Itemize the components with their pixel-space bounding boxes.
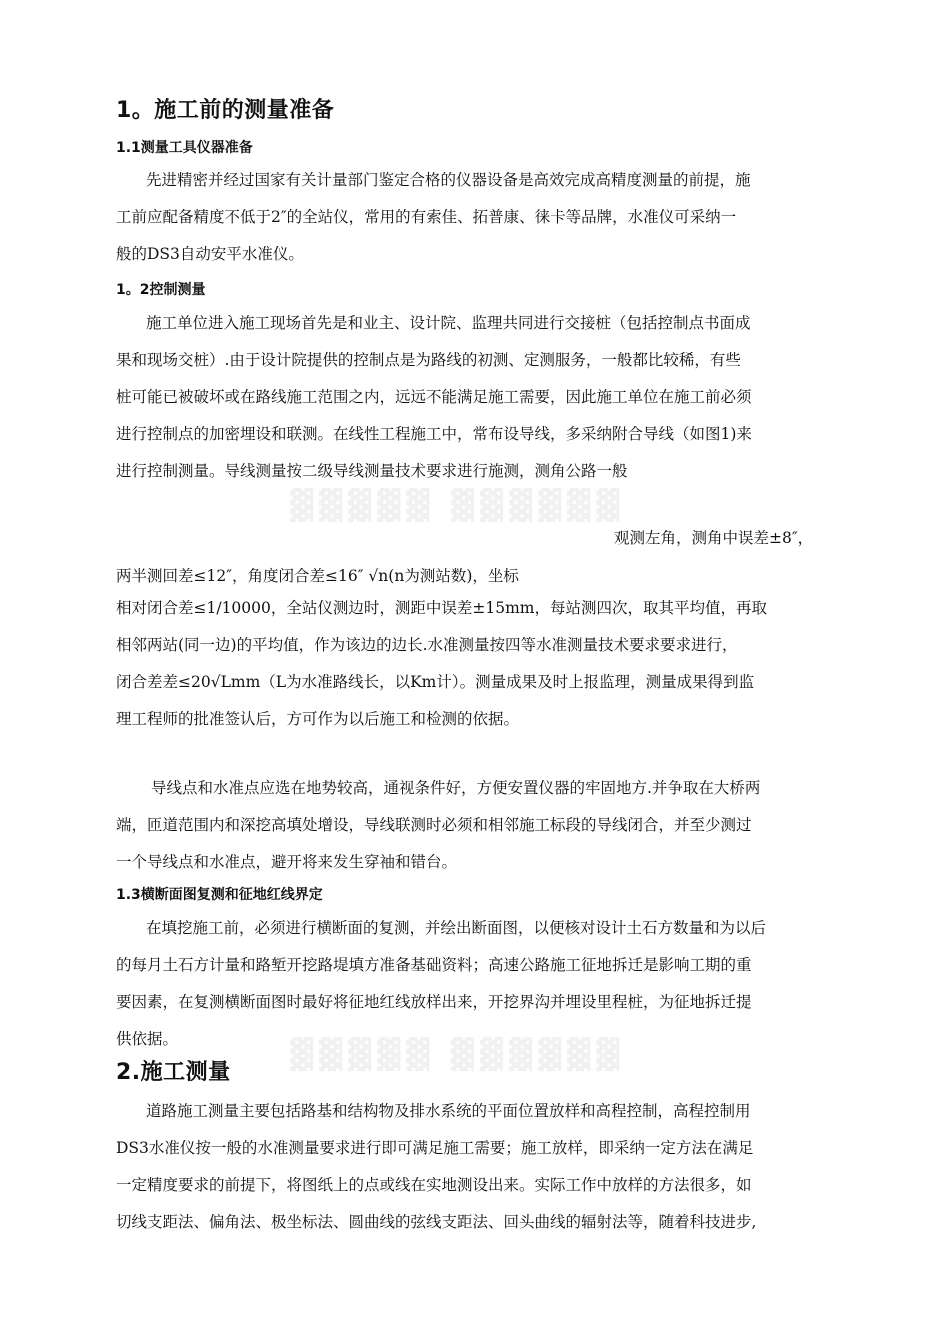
subsection-heading: 1.3横断面图复测和征地红线界定 (116, 887, 323, 903)
paragraph-line: 的每月土石方计量和路堑开挖路堤填方准备基础资料；高速公路施工征地拆迁是影响工期的重 (116, 956, 752, 974)
paragraph-line: 相对闭合差≤1/10000，全站仪测边时，测距中误差±15mm，每站测四次，取其平均值，再取 (116, 599, 767, 617)
subsection-heading: 1。2控制测量 (116, 282, 206, 298)
paragraph-line: DS3水准仪按一般的水准测量要求进行即可满足施工需要；施工放样，即采纳一定方法在满足 (116, 1139, 754, 1157)
watermark-faint: ▓▓▓▓▓ ▓▓▓▓▓▓ (290, 488, 626, 523)
paragraph-line: 果和现场交桩）.由于设计院提供的控制点是为路线的初测、定测服务，一般都比较稀，有些 (116, 351, 741, 369)
paragraph-line: 导线点和水准点应选在地势较高，通视条件好，方便安置仪器的牢固地方.并争取在大桥两 (151, 779, 761, 797)
paragraph-line: 两半测回差≤12″，角度闭合差≤16″ √n(n为测站数)，坐标 (116, 567, 519, 585)
paragraph-line: 一定精度要求的前提下，将图纸上的点或线在实地测设出来。实际工作中放样的方法很多，如 (116, 1176, 752, 1194)
paragraph-line: 施工单位进入施工现场首先是和业主、设计院、监理共同进行交接桩（包括控制点书面成 (146, 314, 751, 332)
paragraph-line: 理工程师的批准签认后，方可作为以后施工和检测的依据。 (116, 710, 520, 728)
paragraph-line: 相邻两站(同一边)的平均值，作为该边的边长.水准测量按四等水准测量技术要求要求进行， (116, 636, 738, 654)
paragraph-line: 道路施工测量主要包括路基和结构物及排水系统的平面位置放样和高程控制，高程控制用 (146, 1102, 751, 1120)
paragraph-line: 供依据。 (116, 1030, 179, 1048)
subsection-heading: 1.1测量工具仪器准备 (116, 140, 253, 156)
section-heading: 1。施工前的测量准备 (116, 98, 335, 123)
paragraph-line: 闭合差差≤20√Lmm（L为水准路线长，以Km计）。测量成果及时上报监理，测量成果得到监 (116, 673, 755, 691)
paragraph-line: 观测左角，测角中误差±8″， (614, 529, 814, 547)
watermark-faint: ▓▓▓▓▓ ▓▓▓▓▓▓ (290, 1037, 626, 1072)
paragraph-line: 端，匝道范围内和深挖高填处增设，导线联测时必须和相邻施工标段的导线闭合，并至少测过 (116, 816, 752, 834)
paragraph-line: 在填挖施工前，必须进行横断面的复测，并绘出断面图，以便核对设计土石方数量和为以后 (146, 919, 767, 937)
paragraph-line: 般的DS3自动安平水准仪。 (116, 245, 304, 263)
paragraph-line: 进行控制测量。导线测量按二级导线测量技术要求进行施测，测角公路一般 (116, 462, 628, 480)
section-heading: 2.施工测量 (116, 1060, 231, 1085)
paragraph-line: 进行控制点的加密埋设和联测。在线性工程施工中，常布设导线，多采纳附合导线（如图1)来 (116, 425, 752, 443)
paragraph-line: 切线支距法、偏角法、极坐标法、圆曲线的弦线支距法、回头曲线的辐射法等，随着科技进步, (116, 1213, 757, 1231)
paragraph-line: 工前应配备精度不低于2″的全站仪，常用的有索佳、拓普康、徕卡等品牌，水准仪可采纳一 (116, 208, 737, 226)
paragraph-line: 一个导线点和水准点，避开将来发生穿袖和错台。 (116, 853, 458, 871)
paragraph-line: 要因素，在复测横断面图时最好将征地红线放样出来，开挖界沟并埋设里程桩，为征地拆迁提 (116, 993, 752, 1011)
paragraph-line: 桩可能已被破坏或在路线施工范围之内，远远不能满足施工需要，因此施工单位在施工前必须 (116, 388, 752, 406)
paragraph-line: 先进精密并经过国家有关计量部门鉴定合格的仪器设备是高效完成高精度测量的前提，施 (146, 171, 751, 189)
